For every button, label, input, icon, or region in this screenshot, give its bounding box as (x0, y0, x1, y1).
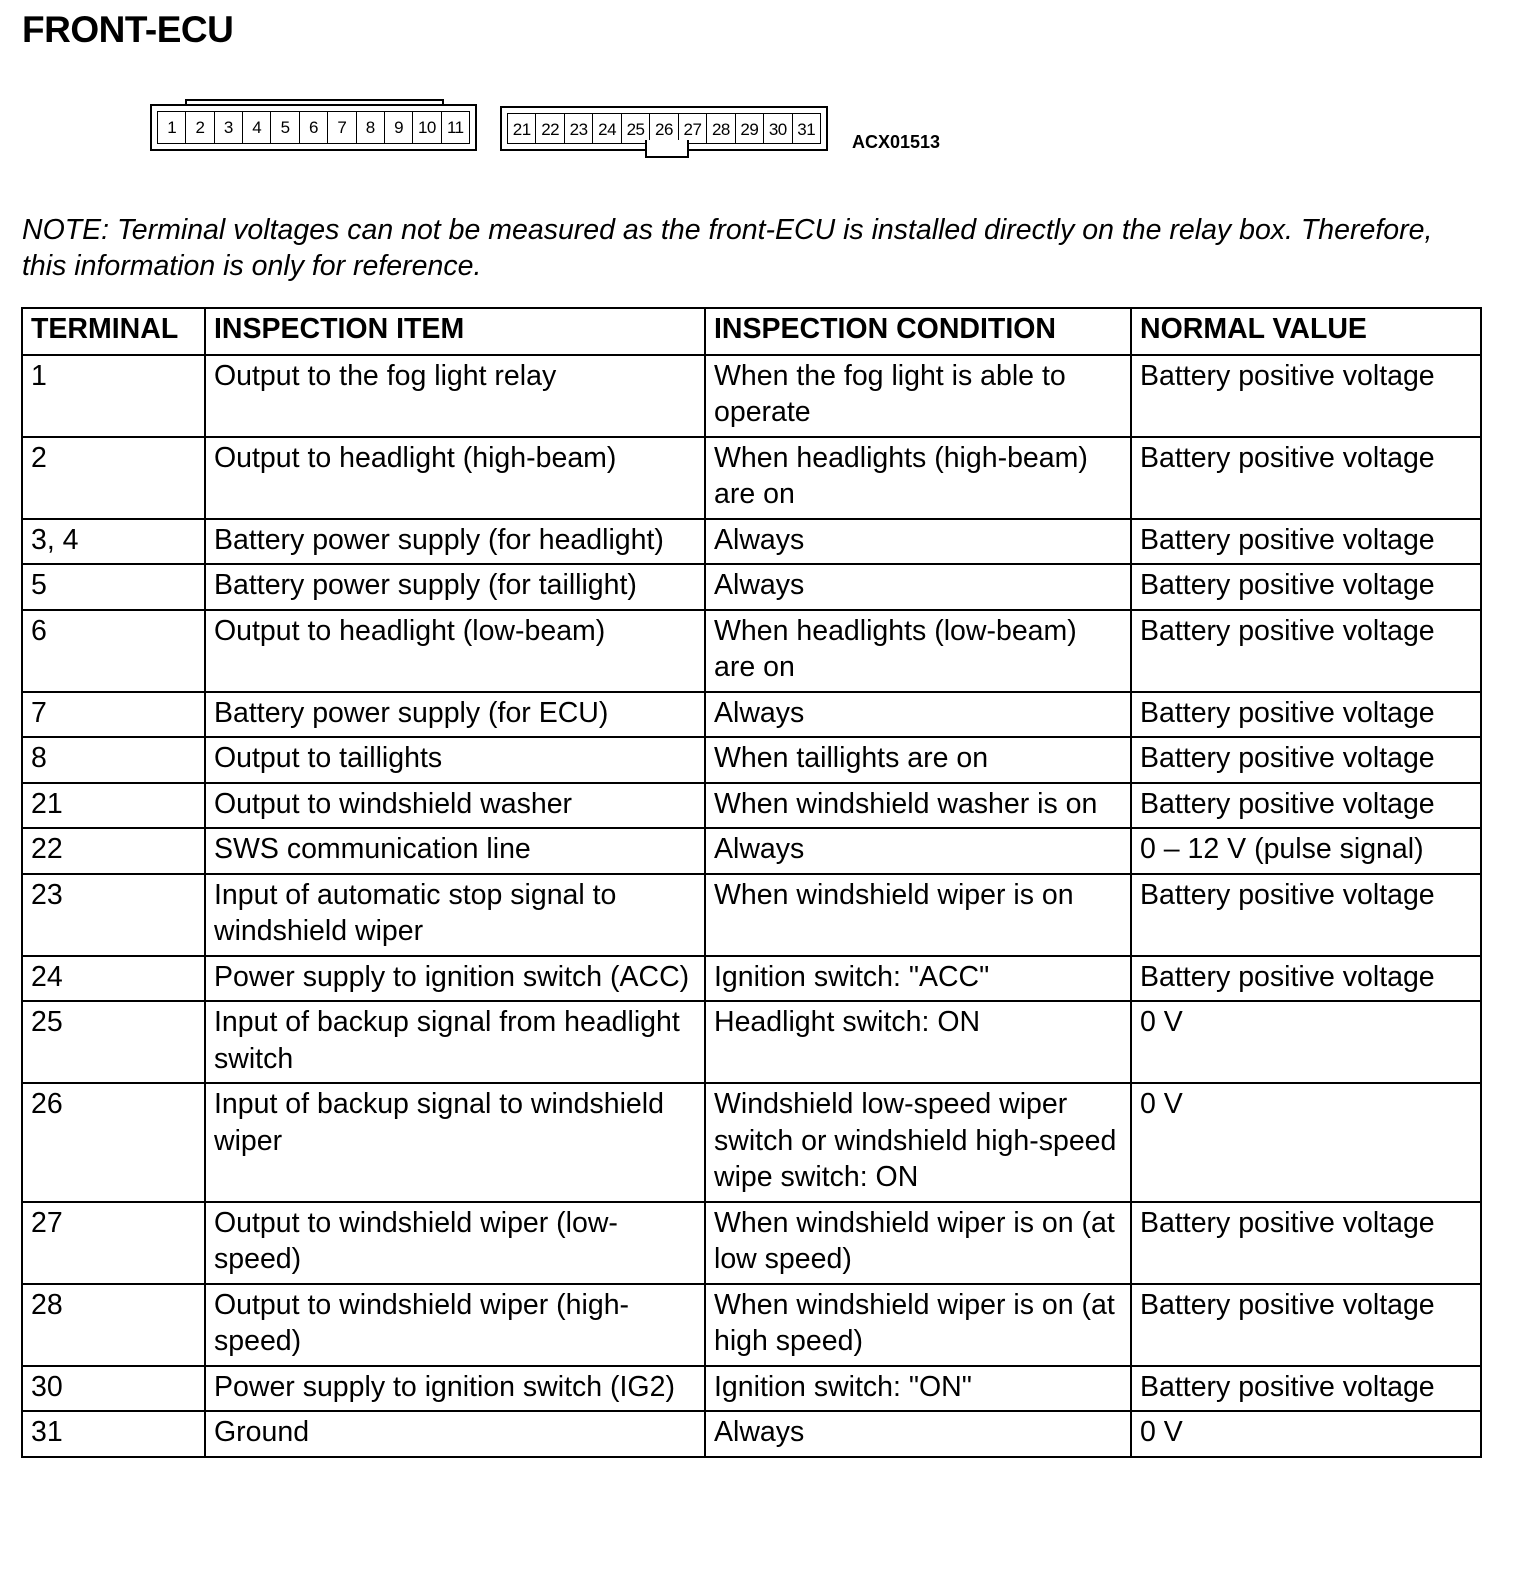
connector-pin: 8 (357, 112, 385, 143)
connector-pin: 11 (446, 118, 464, 137)
table-row (22, 828, 1481, 874)
connector-pin: 23 (565, 114, 593, 143)
inspection-condition-cell: When taillights are on (705, 737, 1131, 783)
terminal-cell: 24 (22, 956, 205, 1002)
connector-pin: 28 (707, 114, 735, 143)
connector-pin: 29 (736, 114, 764, 143)
inspection-condition-cell: Ignition switch: "ON" (705, 1366, 1131, 1412)
normal-value-cell: Battery positive voltage (1131, 692, 1481, 738)
inspection-item-cell: Battery power supply (for taillight) (205, 564, 705, 610)
inspection-item-cell: Power supply to ignition switch (ACC) (205, 956, 705, 1002)
table-row (22, 564, 1481, 610)
connector-left-pins (157, 111, 470, 144)
inspection-item-cell: Ground (205, 1411, 705, 1457)
normal-value-cell: Battery positive voltage (1131, 1284, 1481, 1366)
connector-lock (645, 140, 689, 158)
connector-pin: 24 (593, 114, 621, 143)
connector-pin: 5 (271, 112, 299, 143)
inspection-condition-cell: Windshield low-speed wiper switch or windshield high-speed wipe switch: ON (705, 1083, 1131, 1202)
connector-pin: 3 (215, 112, 243, 143)
inspection-item-cell: Output to the fog light relay (205, 355, 705, 437)
header-terminal: TERMINAL (22, 308, 205, 355)
terminal-cell: 22 (22, 828, 205, 874)
normal-value-cell: Battery positive voltage (1131, 1202, 1481, 1284)
header-inspection-condition: INSPECTION CONDITION (705, 308, 1131, 355)
terminal-cell: 26 (22, 1083, 205, 1202)
inspection-item-cell: Input of backup signal from headlight switch (205, 1001, 705, 1083)
normal-value-cell: 0 – 12 V (pulse signal) (1131, 828, 1481, 874)
reference-note: NOTE: Terminal voltages can not be measured as the front-ECU is installed directly on the relay box. Therefore, this information is only for reference. (22, 214, 1433, 282)
connector-code: ACX01513 (852, 132, 941, 152)
terminal-cell: 21 (22, 783, 205, 829)
normal-value-cell: Battery positive voltage (1131, 564, 1481, 610)
table-row (22, 519, 1481, 565)
inspection-condition-cell: Always (705, 519, 1131, 565)
normal-value-cell: Battery positive voltage (1131, 355, 1481, 437)
inspection-item-cell: Output to headlight (low-beam) (205, 610, 705, 692)
normal-value-cell: Battery positive voltage (1131, 437, 1481, 519)
page-title: FRONT-ECU (22, 9, 234, 50)
normal-value-cell: 0 V (1131, 1083, 1481, 1202)
terminal-cell: 23 (22, 874, 205, 956)
connector-pin: 26 (650, 114, 678, 143)
connector-pin: 1 (158, 112, 186, 143)
terminal-cell: 28 (22, 1284, 205, 1366)
table-row (22, 874, 1481, 956)
terminal-cell: 25 (22, 1001, 205, 1083)
normal-value-cell: Battery positive voltage (1131, 874, 1481, 956)
table-row (22, 1284, 1481, 1366)
table-row (22, 437, 1481, 519)
inspection-item-cell: Output to headlight (high-beam) (205, 437, 705, 519)
inspection-item-cell: Output to windshield washer (205, 783, 705, 829)
inspection-item-cell: Output to windshield wiper (high-speed) (205, 1284, 705, 1366)
connector-left (150, 104, 477, 151)
table-row (22, 783, 1481, 829)
inspection-item-cell: Power supply to ignition switch (IG2) (205, 1366, 705, 1412)
inspection-condition-cell: Ignition switch: "ACC" (705, 956, 1131, 1002)
connector-pin: 2 (186, 112, 214, 143)
inspection-item-cell: SWS communication line (205, 828, 705, 874)
terminal-cell: 31 (22, 1411, 205, 1457)
connector-pin: 31 (797, 120, 816, 139)
table-row (22, 1411, 1481, 1457)
inspection-condition-cell: Always (705, 564, 1131, 610)
terminal-cell: 8 (22, 737, 205, 783)
inspection-condition-cell: When windshield washer is on (705, 783, 1131, 829)
inspection-condition-cell: When windshield wiper is on (at low speed) (705, 1202, 1131, 1284)
table-row (22, 1202, 1481, 1284)
table-row (22, 737, 1481, 783)
connector-pin: 22 (536, 114, 564, 143)
header-normal-value: NORMAL VALUE (1131, 308, 1481, 355)
inspection-condition-cell: Always (705, 828, 1131, 874)
inspection-condition-cell: Always (705, 692, 1131, 738)
inspection-item-cell: Output to taillights (205, 737, 705, 783)
inspection-condition-cell: Always (705, 1411, 1131, 1457)
table-body (22, 355, 1481, 1457)
terminal-cell: 27 (22, 1202, 205, 1284)
inspection-condition-cell: When windshield wiper is on (705, 874, 1131, 956)
inspection-item-cell: Input of backup signal to windshield wiper (205, 1083, 705, 1202)
normal-value-cell: Battery positive voltage (1131, 1366, 1481, 1412)
inspection-item-cell: Battery power supply (for ECU) (205, 692, 705, 738)
connector-pin: 21 (508, 114, 536, 143)
inspection-condition-cell: When windshield wiper is on (at high speed) (705, 1284, 1131, 1366)
inspection-condition-cell: When headlights (high-beam) are on (705, 437, 1131, 519)
normal-value-cell: 0 V (1131, 1411, 1481, 1457)
connector-pin: 10 (413, 112, 441, 143)
header-inspection-item: INSPECTION ITEM (205, 308, 705, 355)
terminal-cell: 3, 4 (22, 519, 205, 565)
table-row (22, 1083, 1481, 1202)
connector-pin: 25 (622, 114, 650, 143)
terminal-cell: 5 (22, 564, 205, 610)
connector-pin: 30 (764, 114, 792, 143)
inspection-condition-cell: When headlights (low-beam) are on (705, 610, 1131, 692)
terminal-cell: 1 (22, 355, 205, 437)
connector-pin: 9 (385, 112, 413, 143)
table-row (22, 956, 1481, 1002)
terminal-cell: 7 (22, 692, 205, 738)
inspection-item-cell: Battery power supply (for headlight) (205, 519, 705, 565)
connector-pin: 27 (679, 114, 707, 143)
normal-value-cell: Battery positive voltage (1131, 519, 1481, 565)
terminal-cell: 6 (22, 610, 205, 692)
inspection-condition-cell: When the fog light is able to operate (705, 355, 1131, 437)
connector-pin: 4 (243, 112, 271, 143)
normal-value-cell: Battery positive voltage (1131, 956, 1481, 1002)
normal-value-cell: 0 V (1131, 1001, 1481, 1083)
table-header-row (22, 308, 1481, 355)
inspection-item-cell: Output to windshield wiper (low-speed) (205, 1202, 705, 1284)
terminal-cell: 2 (22, 437, 205, 519)
table-row (22, 610, 1481, 692)
normal-value-cell: Battery positive voltage (1131, 610, 1481, 692)
normal-value-cell: Battery positive voltage (1131, 737, 1481, 783)
terminal-cell: 30 (22, 1366, 205, 1412)
table-row (22, 1001, 1481, 1083)
inspection-item-cell: Input of automatic stop signal to windshield wiper (205, 874, 705, 956)
connector-pin: 6 (300, 112, 328, 143)
normal-value-cell: Battery positive voltage (1131, 783, 1481, 829)
inspection-condition-cell: Headlight switch: ON (705, 1001, 1131, 1083)
connector-pin: 7 (328, 112, 356, 143)
table-row (22, 355, 1481, 437)
table-row (22, 1366, 1481, 1412)
table-row (22, 692, 1481, 738)
terminal-table (21, 307, 1482, 1458)
